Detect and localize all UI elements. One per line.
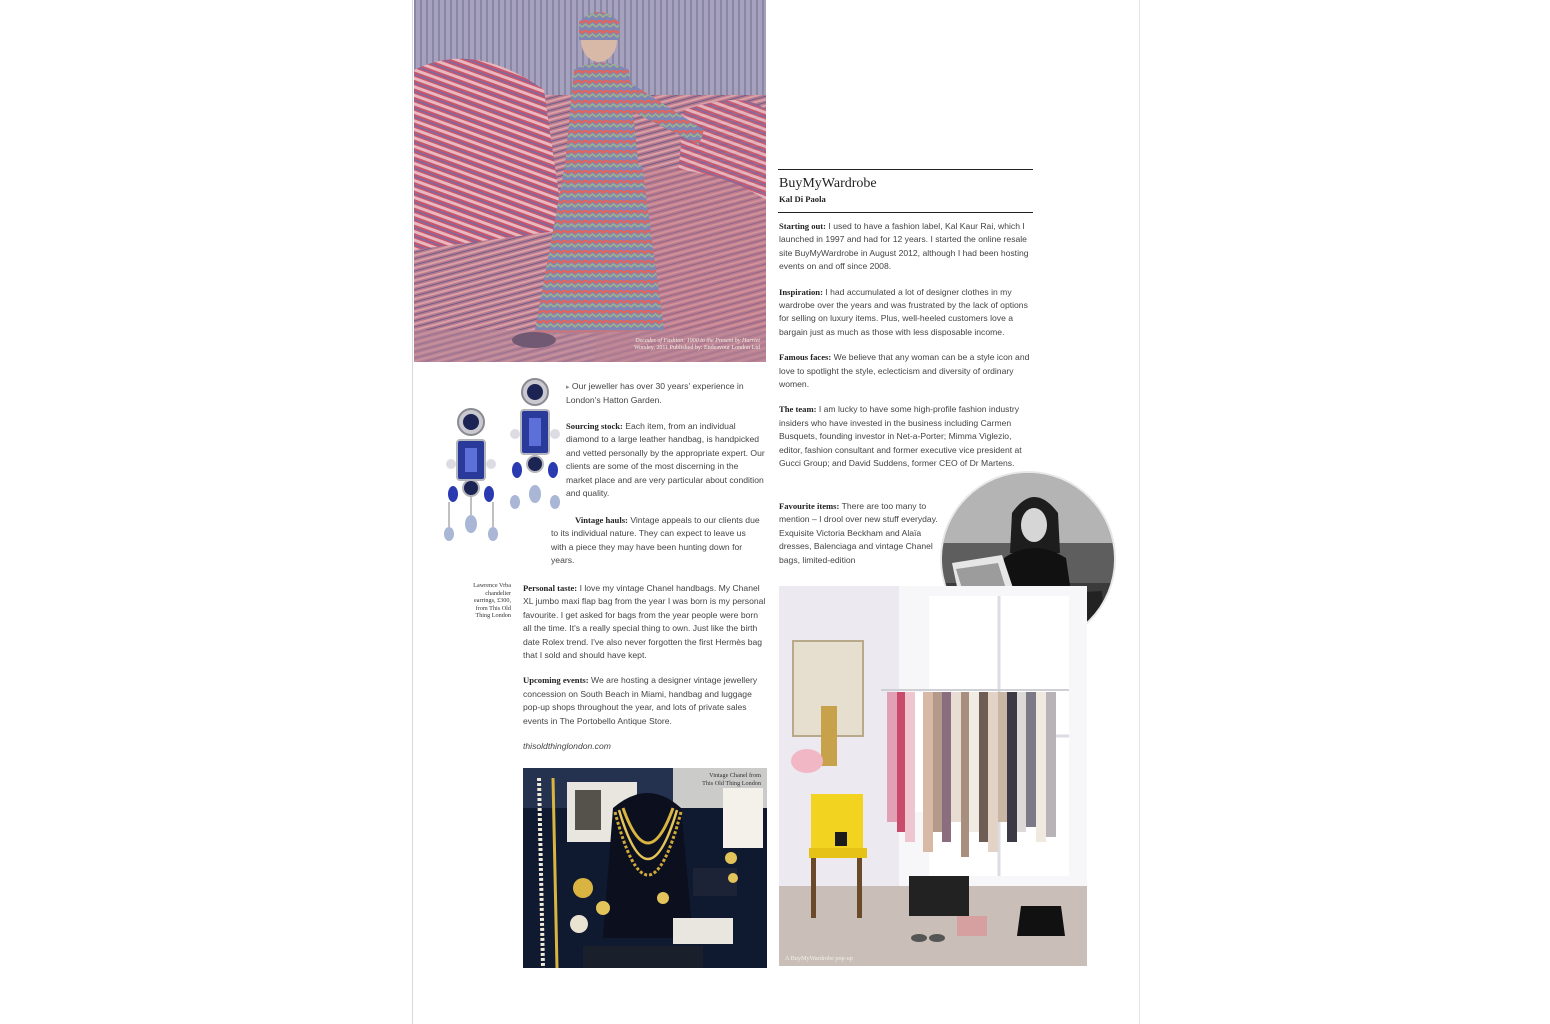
hero-caption-line-1: Decades of Fashion: 1900 to the Present by Harriet bbox=[635, 338, 760, 344]
earrings-caption-line-5: Thing London bbox=[475, 612, 511, 620]
sourcing-block bbox=[566, 420, 766, 512]
earrings-caption-line-3: earrings, £300, bbox=[474, 597, 511, 605]
section-starting-out: Starting out: I used to have a fashion label, Kal Kaur Rai, which I launched in 1997 and had for 12 years. I started the online resale site BuyMyWardrobe in August 2012, although I had been hosting events on and off since 2008. bbox=[779, 221, 1029, 272]
popup-caption: A BuyMyWardrobe pop-up bbox=[785, 955, 853, 962]
earrings-caption-line-4: from This Old bbox=[475, 604, 511, 612]
profile-title: BuyMyWardrobe bbox=[779, 176, 877, 191]
jewellery-caption bbox=[641, 772, 761, 787]
magazine-page bbox=[412, 0, 1140, 1024]
jewellery-illustration bbox=[523, 768, 767, 968]
earrings-caption bbox=[453, 582, 511, 620]
section-personal-taste: Personal taste: I love my vintage Chanel handbags. My Chanel XL jumbo maxi flap bag from the year I was born is my personal favourite. I get asked for bags from the year people were born all the time. It's a really special thing to own. Just like the birth date Rolex trend. I've also never forgotten the first Hermès bag that I sold and should have kept. bbox=[523, 583, 766, 661]
profile-body bbox=[779, 220, 1037, 483]
left-column-upper bbox=[566, 380, 766, 420]
section-favourite-items: Favourite items: There are too many to mention – I drool over new stuff everyday. Exquisite Victoria Beckham and Alaïa dresses, Balenciaga and vintage Chanel bags, limited-edition bbox=[779, 501, 938, 565]
hero-photo bbox=[414, 0, 766, 362]
hero-photo-illustration bbox=[414, 0, 766, 362]
section-vintage-hauls: Vintage hauls: Vintage appeals to our clients due to its individual nature. They can expect to leave us with a piece they may have been hunting down for years. bbox=[551, 515, 760, 566]
earrings-caption-line-2: chandelier bbox=[485, 589, 511, 597]
section-upcoming-events: Upcoming events: We are hosting a designer vintage jewellery concession on South Beach in Miami, handbag and luggage pop-up shops throughout the year, and lots of private sales events in The Portobello Antique Store. bbox=[523, 675, 758, 726]
profile-bottom-rule bbox=[778, 212, 1033, 213]
hero-caption bbox=[560, 338, 760, 353]
jewellery-caption-line-1: Vintage Chanel from bbox=[709, 772, 761, 779]
favourite-items-block bbox=[779, 500, 939, 567]
section-famous-faces: Famous faces: We believe that any woman can be a style icon and love to spotlight the style, eclecticism and diversity of ordinary women. bbox=[779, 352, 1030, 390]
jewellery-caption-line-2: This Old Thing London bbox=[702, 779, 761, 787]
earring-left bbox=[444, 409, 498, 541]
jewellery-photo bbox=[523, 768, 767, 968]
vintage-block bbox=[551, 514, 763, 580]
website-link[interactable]: thisoldthinglondon.com bbox=[523, 741, 611, 752]
profile-byline: Kal Di Paola bbox=[779, 194, 826, 204]
intro-paragraph: ▸ Our jeweller has over 30 years' experience in London's Hatton Garden. bbox=[566, 381, 744, 406]
popup-photo bbox=[779, 586, 1087, 966]
left-column-lower bbox=[523, 582, 766, 753]
popup-illustration bbox=[779, 586, 1087, 966]
section-inspiration: Inspiration: I had accumulated a lot of designer clothes in my wardrobe over the years and was frustrated by the lack of options for selling on luxury items. Plus, well-heeled customers love a bargain just as much as those with less disposable income. bbox=[779, 286, 1028, 337]
earring-right bbox=[510, 379, 560, 509]
hero-caption-line-2: Worsley, 2011 Published by: Endeavour London Ltd bbox=[633, 345, 760, 352]
section-the-team: The team: I am lucky to have some high-profile fashion industry insiders who have invested in the business including Carmen Busquets, founding investor in Net-a-Porter; Mimma Viglezio, editor, fashion consultant and former executive vice president at Gucci Group; and David Suddens, former CEO of Dr Martens. bbox=[779, 404, 1022, 469]
earrings-caption-line-1: Lawrence Vrba bbox=[473, 582, 511, 589]
intro-arrow-icon: ▸ bbox=[566, 384, 570, 391]
section-sourcing-stock: Sourcing stock: Each item, from an individual diamond to a large leather handbag, is handpicked and vetted personally by the appropriate expert. Our clients are some of the most discerning in the market place and are very particular about condition and quality. bbox=[566, 421, 765, 499]
profile-top-rule bbox=[778, 169, 1033, 170]
